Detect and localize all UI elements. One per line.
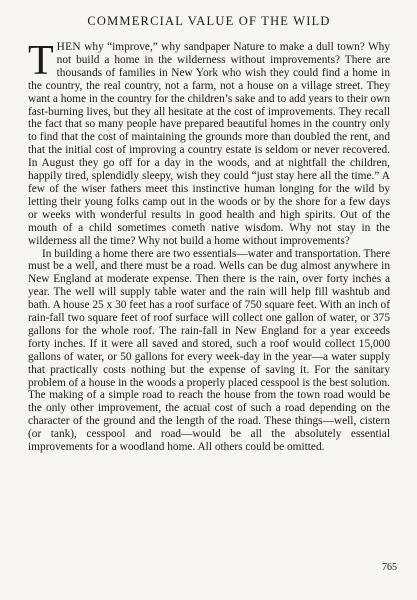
page-number: 765 <box>382 562 397 573</box>
page-body <box>28 14 390 454</box>
drop-cap: T <box>28 38 54 84</box>
paragraph-2: In building a home there are two essentials—water and transportation. There must be a well, and there must be a road. Wells can be dug almost anywhere in New England at moderate expense. Then there is the rain, over forty inches a year. The well will supply table water and the rain will help fill washtub and bath. A house 25 x 30 feet has a roof surface of 750 square feet. With an inch of rain-fall two square feet of roof surface will collect one gallon of water, or 375 gallons for the whole roof. The rain-fall in New England for a year exceeds forty inches. If it were all saved and stored, such a roof would collect 15,000 gallons of water, or 50 gallons for every week-day in the year—a water supply that practically costs nothing but the expense of saving it. For the sanitary problem of a house in the woods a properly placed cesspool is the best solution. The making of a simple road to reach the house from the town road would be the only other improvement, the actual cost of such a road depending on the character of the ground and the length of the road. These things—well, cistern (or tank), cesspool and road—would be all the absolutely essential improvements for a woodland home. All others could be omitted. <box>28 247 390 454</box>
paragraph-1 <box>28 38 390 248</box>
paragraph-1-text: why “improve,” why sandpaper Nature to make a dull town? Why not build a home in the wilderness without improvements? There are thousands of families in New York who wish they could find a home in the country, the real country, not a farm, not a house on a village street. They want a home in the country for the children’s sake and to add years to their own fast-burning lives, but they all hesitate at the cost of improvements. They recall the fact that so many people have prepared beautiful homes in the country only to find that the cost of maintaining the grounds more than doubled the rent, and that the initial cost of improving a country estate is seldom or never recovered. In August they go off for a day in the woods, and at nightfall the children, happily tired, splendidly sleepy, wish they could “just stay here all the time.” A few of the wiser fathers meet this instinctive human longing for the wild by letting their young folks camp out in the woods or by the shore for a few days or weeks with wonderful results in good health and high spirits. Out of the mouth of a child sometimes cometh native wisdom. Why not stay in the wilderness all the time? Why not build a home without improvements? <box>28 41 390 247</box>
page-heading: COMMERCIAL VALUE OF THE WILD <box>87 14 331 28</box>
lead-small-caps: HEN <box>56 41 81 53</box>
